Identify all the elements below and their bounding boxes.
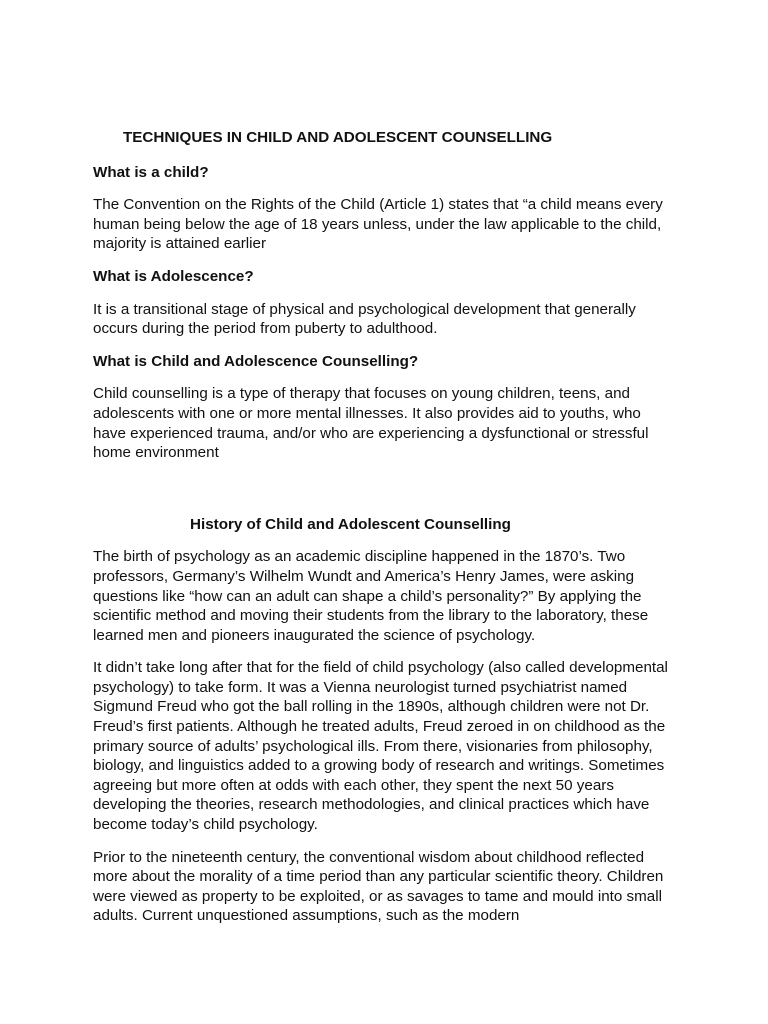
section-body-child: The Convention on the Rights of the Child (Article 1) states that “a child means every human being below the age of 18 years unless, under the law applicable to the child, majority is attained earlier	[93, 196, 663, 253]
section-heading-adolescence: What is Adolescence?	[93, 267, 254, 285]
section-heading-counselling: What is Child and Adolescence Counselling?	[93, 352, 419, 370]
section-body-counselling: Child counselling is a type of therapy that focuses on young children, teens, and adolescents with one or more mental illnesses. It also provides aid to youths, who have experienced trauma, and/or who are experiencing a dysfunctional or stressful home environment	[93, 385, 649, 462]
document-content	[93, 128, 677, 939]
history-paragraph: The birth of psychology as an academic discipline happened in the 1870’s. Two professors, Germany’s Wilhelm Wundt and America’s Henry James, were asking questions like “how can an adult can shape a child’s personality?” By applying the scientific method and moving their students from the library to the laboratory, these learned men and pioneers inaugurated the science of psychology.	[93, 548, 649, 644]
section-heading-child: What is a child?	[93, 163, 209, 181]
history-heading: History of Child and Adolescent Counselling	[190, 515, 511, 533]
document-title: TECHNIQUES IN CHILD AND ADOLESCENT COUNSELLING	[123, 129, 553, 146]
history-paragraph: Prior to the nineteenth century, the conventional wisdom about childhood reflected more about the morality of a time period than any particular scientific theory. Children were viewed as property to be exploited, or as savages to tame and mould into small adults. Current unquestioned assumptions, such as the modern	[93, 848, 664, 925]
history-paragraph: It didn’t take long after that for the field of child psychology (also called developmental psychology) to take form. It was a Vienna neurologist turned psychiatrist named Sigmund Freud who got the ball rolling in the 1890s, although children were not Dr. Freud’s first patients. Although he treated adults, Freud zeroed in on childhood as the primary source of adults’ psychological ills. From there, visionaries from philosophy, biology, and linguistics added to a growing body of research and writings. Sometimes agreeing but more often at odds with each other, they spent the next 50 years developing the theories, research methodologies, and clinical practices which have become today’s child psychology.	[93, 659, 668, 834]
section-body-adolescence: It is a transitional stage of physical and psychological development that generally occurs during the period from puberty to adulthood.	[93, 300, 636, 338]
